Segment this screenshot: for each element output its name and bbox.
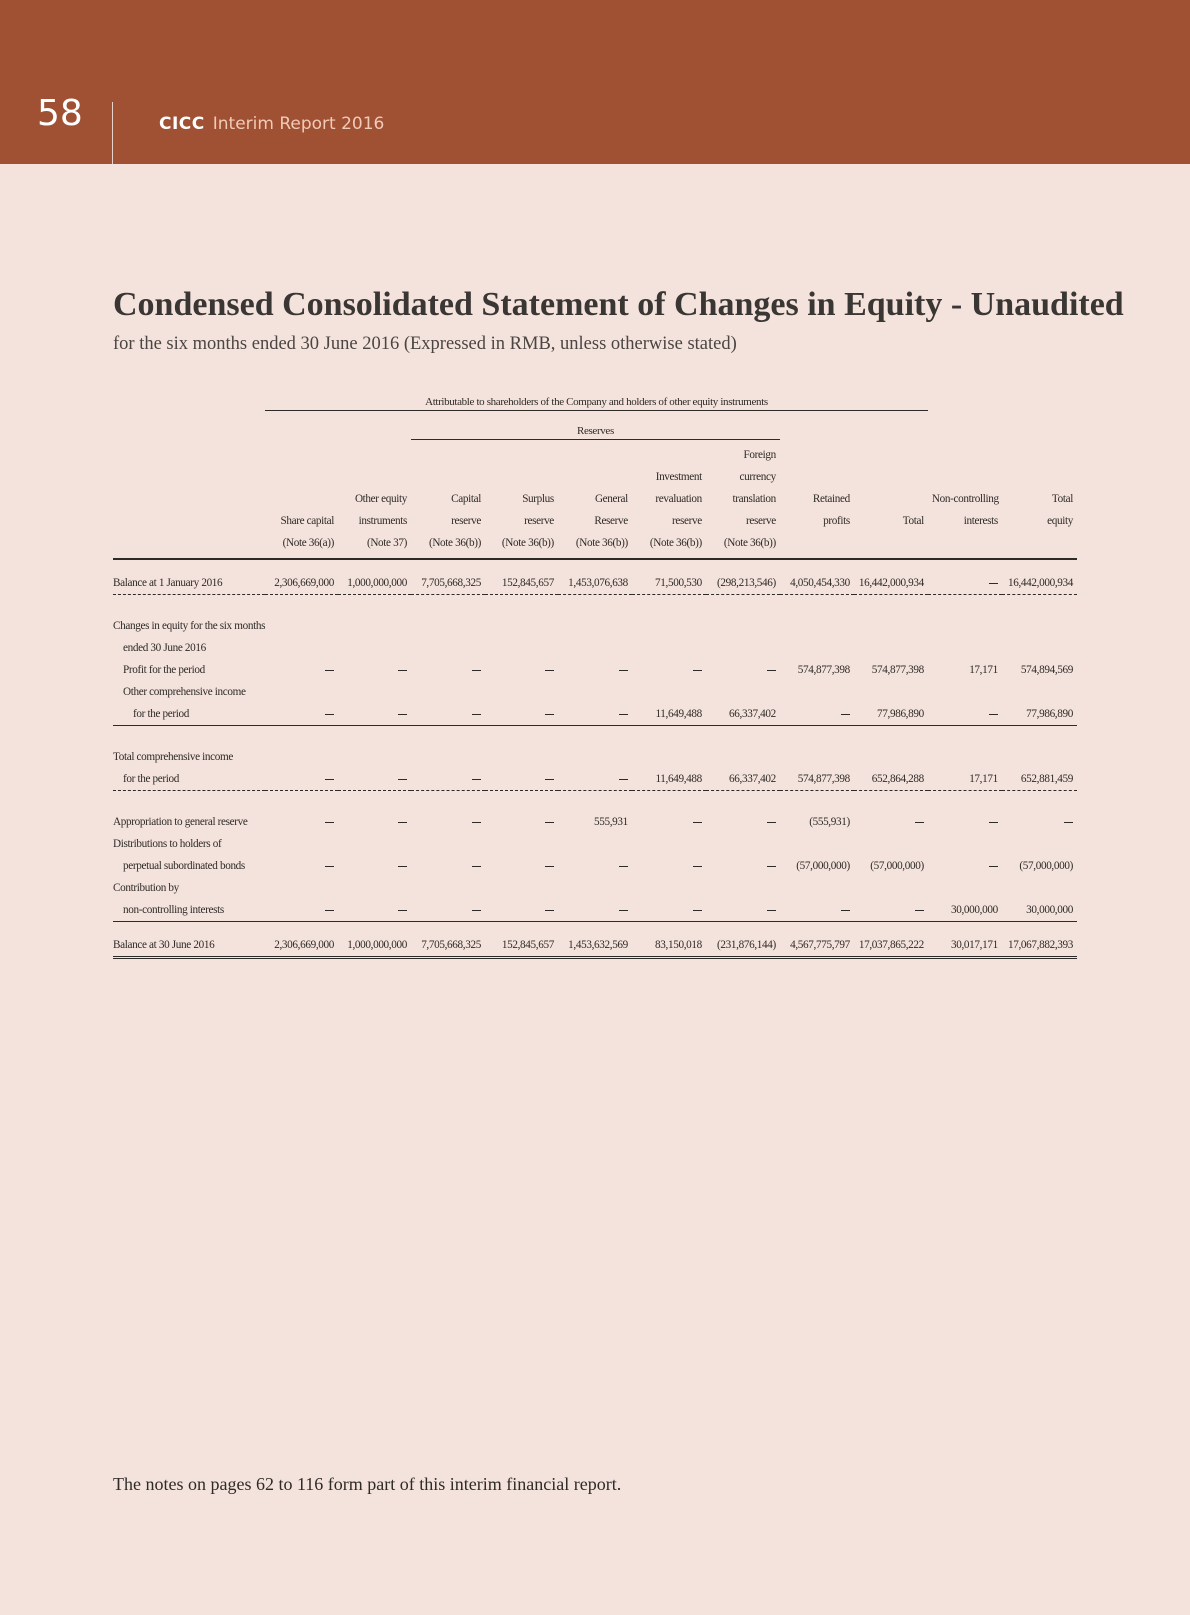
column-header — [558, 440, 632, 467]
nil-dash — [841, 714, 850, 715]
table-row — [113, 934, 1077, 958]
table-cell — [265, 703, 338, 726]
table-cell: 71,500,530 — [655, 577, 702, 589]
table-row — [113, 768, 1077, 791]
group-header-row — [113, 384, 1077, 411]
nil-dash — [1064, 822, 1073, 823]
table-cell: 77,986,890 — [1026, 708, 1073, 720]
nil-dash — [325, 779, 334, 780]
nil-dash — [398, 910, 407, 911]
table-cell — [706, 899, 780, 922]
nil-dash — [325, 714, 334, 715]
table-cell — [558, 659, 632, 681]
table-cell — [265, 855, 338, 877]
nil-dash — [989, 714, 998, 715]
column-header: reserve — [672, 515, 702, 527]
table-cell: 7,705,668,325 — [421, 577, 481, 589]
nil-dash — [767, 822, 776, 823]
column-header-row — [113, 466, 1077, 488]
table-cell: 1,453,632,569 — [568, 939, 628, 951]
table-cell — [928, 703, 1002, 726]
table-cell — [411, 659, 485, 681]
table-cell: (231,876,144) — [717, 939, 776, 951]
column-header: (Note 36(b)) — [723, 537, 776, 549]
column-header — [780, 466, 854, 488]
column-header — [485, 466, 558, 488]
page-subtitle: for the six months ended 30 June 2016 (Expressed in RMB, unless otherwise stated) — [113, 334, 737, 354]
nil-dash — [398, 866, 407, 867]
column-header: Investment — [655, 471, 702, 483]
nil-dash — [325, 910, 334, 911]
table-cell — [854, 899, 928, 922]
table-cell — [338, 768, 411, 791]
nil-dash — [472, 779, 481, 780]
nil-dash — [472, 670, 481, 671]
table-cell: 555,931 — [594, 816, 628, 828]
table-cell — [485, 899, 558, 922]
column-header — [780, 440, 854, 467]
nil-dash — [398, 779, 407, 780]
footnote: The notes on pages 62 to 116 form part of this interim financial report. — [113, 1474, 622, 1494]
table-cell: 30,000,000 — [1026, 904, 1073, 916]
column-header: revaluation — [655, 493, 702, 505]
column-header: Other equity — [354, 493, 407, 505]
table-cell: 66,337,402 — [729, 773, 776, 785]
table-cell — [928, 855, 1002, 877]
table-row — [113, 811, 1077, 833]
nil-dash — [767, 670, 776, 671]
nil-dash — [619, 714, 628, 715]
table-cell — [558, 899, 632, 922]
table-cell: 574,877,398 — [797, 773, 850, 785]
table-cell — [632, 811, 706, 833]
table-cell — [411, 899, 485, 922]
header-banner — [0, 0, 1190, 164]
column-header: (Note 36(b)) — [501, 537, 554, 549]
table-cell: 652,864,288 — [871, 773, 924, 785]
table-cell: (57,000,000) — [796, 860, 850, 872]
table-cell — [265, 768, 338, 791]
nil-dash — [472, 910, 481, 911]
table-cell: 30,017,171 — [951, 939, 998, 951]
column-header — [338, 440, 411, 467]
column-header: Share capital — [280, 515, 335, 527]
column-header: profits — [823, 515, 850, 527]
column-header: Total — [902, 515, 924, 527]
table-cell — [411, 703, 485, 726]
column-header — [1002, 532, 1077, 559]
column-header — [265, 440, 338, 467]
nil-dash — [545, 910, 554, 911]
table-cell: 17,171 — [969, 664, 998, 676]
row-label: Total comprehensive income — [113, 751, 233, 763]
nil-dash — [398, 714, 407, 715]
nil-dash — [398, 822, 407, 823]
table-cell — [928, 811, 1002, 833]
column-header: (Note 36(b)) — [649, 537, 702, 549]
nil-dash — [841, 910, 850, 911]
column-header — [265, 466, 338, 488]
nil-dash — [545, 670, 554, 671]
row-label: Distributions to holders of — [113, 838, 222, 850]
nil-dash — [767, 866, 776, 867]
nil-dash — [619, 910, 628, 911]
brand-name: CICC — [159, 114, 205, 134]
column-header: translation — [732, 493, 776, 505]
table-cell — [558, 855, 632, 877]
nil-dash — [545, 822, 554, 823]
table-cell: (57,000,000) — [870, 860, 924, 872]
equity-statement-table — [113, 384, 1077, 959]
table-cell — [854, 811, 928, 833]
table-cell: 7,705,668,325 — [421, 939, 481, 951]
table-cell: 77,986,890 — [877, 708, 924, 720]
table-cell — [338, 811, 411, 833]
table-cell: 66,337,402 — [729, 708, 776, 720]
table-cell: 152,845,657 — [501, 577, 554, 589]
row-label: Balance at 1 January 2016 — [113, 577, 223, 589]
table-cell: 1,000,000,000 — [347, 577, 407, 589]
column-header: (Note 36(a)) — [282, 537, 335, 549]
column-header: Surplus — [522, 493, 554, 505]
column-header: instruments — [358, 515, 407, 527]
nil-dash — [915, 822, 924, 823]
row-label: Other comprehensive income — [123, 686, 246, 698]
table-row — [113, 637, 1077, 659]
nil-dash — [619, 779, 628, 780]
column-header — [854, 488, 928, 510]
nil-dash — [915, 910, 924, 911]
nil-dash — [325, 866, 334, 867]
column-header: reserve — [746, 515, 776, 527]
nil-dash — [545, 779, 554, 780]
table-cell: 30,000,000 — [951, 904, 998, 916]
row-label: Changes in equity for the six months — [113, 620, 266, 632]
nil-dash — [693, 866, 702, 867]
nil-dash — [767, 910, 776, 911]
table-cell — [411, 855, 485, 877]
column-header — [854, 532, 928, 559]
table-cell — [485, 768, 558, 791]
table-cell: 1,000,000,000 — [347, 939, 407, 951]
column-header: Non-controlling — [931, 493, 999, 505]
nil-dash — [325, 670, 334, 671]
table-cell — [706, 855, 780, 877]
table-cell: 17,067,882,393 — [1007, 939, 1073, 951]
page-number: 58 — [37, 93, 83, 134]
column-header-row — [113, 488, 1077, 510]
nil-dash — [398, 670, 407, 671]
column-header-row — [113, 532, 1077, 559]
row-label: non-controlling interests — [123, 904, 224, 916]
nil-dash — [619, 866, 628, 867]
column-header: equity — [1047, 515, 1073, 527]
table-cell — [338, 703, 411, 726]
table-cell — [632, 855, 706, 877]
table-row — [113, 703, 1077, 726]
nil-dash — [989, 583, 998, 584]
column-header: currency — [739, 471, 776, 483]
column-header: (Note 36(b)) — [575, 537, 628, 549]
table-cell: 574,894,569 — [1020, 664, 1073, 676]
row-label: Appropriation to general reserve — [113, 816, 248, 828]
table-row — [113, 855, 1077, 877]
table-row — [113, 615, 1077, 637]
table-cell: 17,171 — [969, 773, 998, 785]
nil-dash — [472, 866, 481, 867]
table-cell — [485, 659, 558, 681]
column-header — [558, 466, 632, 488]
column-header: interests — [963, 515, 998, 527]
row-label: for the period — [133, 708, 189, 720]
nil-dash — [545, 714, 554, 715]
table-cell — [338, 899, 411, 922]
column-header — [928, 532, 1002, 559]
column-header: Attributable to shareholders of the Company and holders of other equity instruments — [265, 384, 928, 411]
table-cell — [338, 659, 411, 681]
table-row — [113, 681, 1077, 703]
table-cell — [485, 855, 558, 877]
table-cell: (57,000,000) — [1019, 860, 1073, 872]
column-header — [1002, 440, 1077, 467]
table-cell — [706, 659, 780, 681]
column-header: (Note 36(b)) — [428, 537, 481, 549]
table-cell — [928, 572, 1002, 595]
table-cell: 1,453,076,638 — [568, 577, 628, 589]
table-cell — [485, 703, 558, 726]
column-header: reserve — [524, 515, 554, 527]
column-header: Foreign — [743, 449, 776, 461]
table-cell — [265, 899, 338, 922]
table-cell: 574,877,398 — [871, 664, 924, 676]
column-header: reserve — [451, 515, 481, 527]
table-cell: 17,037,865,222 — [858, 939, 924, 951]
column-header: Capital — [451, 493, 481, 505]
column-header: Reserves — [411, 411, 780, 440]
table-cell — [780, 899, 854, 922]
table-cell — [411, 811, 485, 833]
column-header: Retained — [812, 493, 850, 505]
table-cell: 83,150,018 — [655, 939, 702, 951]
column-header — [632, 440, 706, 467]
row-label: Profit for the period — [123, 664, 205, 676]
column-header: General — [594, 493, 628, 505]
table-cell: 152,845,657 — [501, 939, 554, 951]
column-header — [854, 466, 928, 488]
column-header — [1002, 466, 1077, 488]
table-cell — [265, 659, 338, 681]
table-cell: 16,442,000,934 — [858, 577, 924, 589]
column-header — [411, 466, 485, 488]
column-header — [928, 440, 1002, 467]
table-cell — [558, 768, 632, 791]
table-cell: (555,931) — [809, 816, 850, 828]
table-cell: 2,306,669,000 — [274, 939, 335, 951]
table-row — [113, 877, 1077, 899]
table-row — [113, 746, 1077, 768]
table-cell — [780, 703, 854, 726]
column-header — [854, 440, 928, 467]
table-cell — [706, 811, 780, 833]
nil-dash — [325, 822, 334, 823]
row-label: ended 30 June 2016 — [123, 642, 206, 654]
table-cell — [265, 811, 338, 833]
report-brand — [159, 114, 384, 134]
table-row — [113, 833, 1077, 855]
table-row — [113, 659, 1077, 681]
nil-dash — [472, 822, 481, 823]
table-cell: 11,649,488 — [655, 708, 702, 720]
column-header: Reserve — [594, 515, 628, 527]
column-header — [265, 488, 338, 510]
column-header — [928, 466, 1002, 488]
table-row — [113, 572, 1077, 595]
report-name: Interim Report 2016 — [212, 114, 385, 134]
table-cell: 652,881,459 — [1020, 773, 1073, 785]
table-cell: 16,442,000,934 — [1007, 577, 1073, 589]
column-header: Total — [1051, 493, 1073, 505]
table-cell — [632, 659, 706, 681]
nil-dash — [472, 714, 481, 715]
nil-dash — [693, 670, 702, 671]
column-header-row — [113, 510, 1077, 532]
table-cell: 2,306,669,000 — [274, 577, 335, 589]
column-header — [780, 532, 854, 559]
page-title: Condensed Consolidated Statement of Changes in Equity - Unaudited — [113, 286, 1124, 323]
nil-dash — [545, 866, 554, 867]
column-header — [485, 440, 558, 467]
table-cell — [485, 811, 558, 833]
table-cell — [1002, 811, 1077, 833]
row-label: Contribution by — [113, 882, 179, 894]
nil-dash — [989, 866, 998, 867]
table-cell — [411, 768, 485, 791]
nil-dash — [693, 910, 702, 911]
banner-divider — [112, 102, 113, 164]
row-label: Balance at 30 June 2016 — [113, 939, 215, 951]
table-cell — [632, 899, 706, 922]
table-cell: 574,877,398 — [797, 664, 850, 676]
column-header: (Note 37) — [366, 537, 407, 549]
column-header — [411, 440, 485, 467]
table-cell — [558, 703, 632, 726]
row-label: perpetual subordinated bonds — [123, 860, 245, 872]
column-header — [338, 466, 411, 488]
row-label: for the period — [123, 773, 179, 785]
table-row — [113, 899, 1077, 922]
table-cell: 4,567,775,797 — [790, 939, 850, 951]
table-cell — [338, 855, 411, 877]
reserves-header-row — [113, 411, 1077, 440]
table-cell: 11,649,488 — [655, 773, 702, 785]
column-header-row — [113, 440, 1077, 467]
nil-dash — [619, 670, 628, 671]
nil-dash — [989, 822, 998, 823]
table-cell: 4,050,454,330 — [790, 577, 850, 589]
nil-dash — [693, 822, 702, 823]
table-cell: (298,213,546) — [717, 577, 776, 589]
